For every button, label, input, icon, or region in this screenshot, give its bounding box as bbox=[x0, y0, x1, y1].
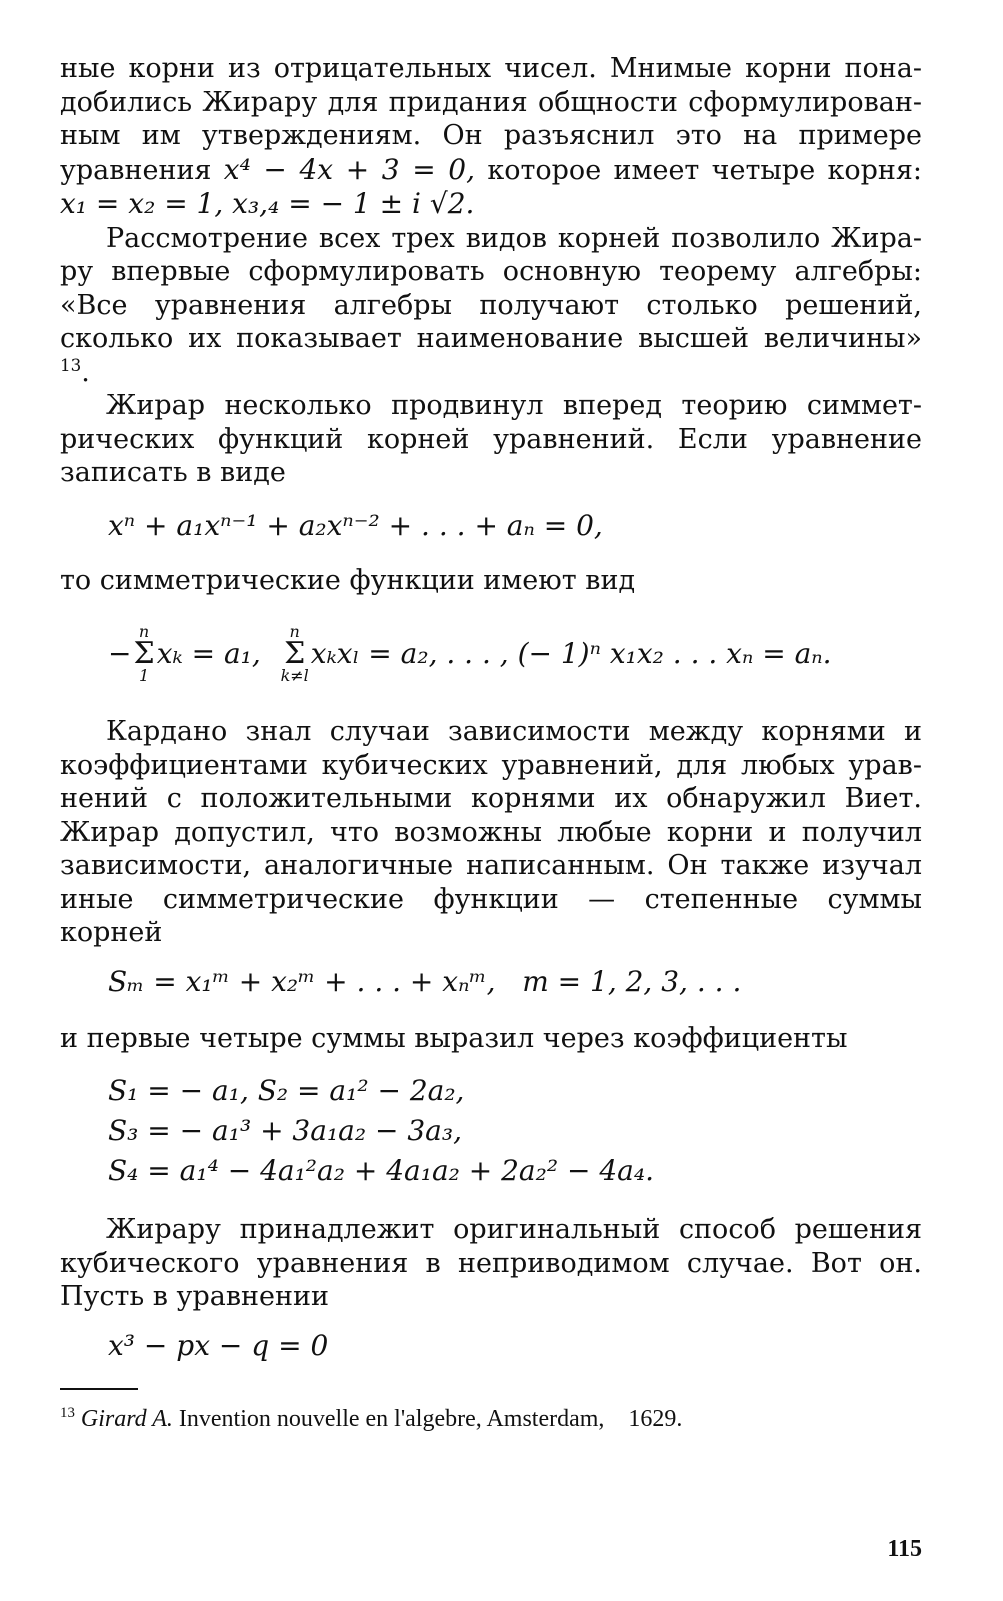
text-fragment: которое имеет четыре корня: bbox=[487, 154, 923, 186]
equation-symmetric-functions bbox=[60, 613, 922, 695]
equation-text: x³ − px − q = 0 bbox=[108, 1328, 329, 1362]
sigma-symbol: Σ bbox=[284, 636, 306, 671]
equation-line: S₄ = a₁⁴ − 4a₁²a₂ + 4a₁a₂ + 2a₂² − 4a₄. bbox=[108, 1154, 654, 1187]
text-line: Жирар допустил, что возможны любые корни и получил bbox=[60, 816, 922, 848]
text-line: Кардано знал случаи зависимости между корнями и bbox=[106, 716, 922, 747]
page-body bbox=[60, 52, 922, 1434]
text-fragment: уравнения bbox=[60, 154, 212, 186]
text-line: кубического уравнения в неприводимом случае. Вот он. bbox=[60, 1247, 922, 1279]
inline-equation: x₁ = x₂ = 1, x₃,₄ = − 1 ± i √2. bbox=[60, 187, 475, 220]
text-line: «Все уравнения алгебры получают столько решений, bbox=[60, 289, 922, 321]
sum-lower-limit: 1 bbox=[138, 666, 150, 685]
text-line: ные корни из отрицательных чисел. Мнимые корни пона- bbox=[60, 53, 922, 84]
sum-upper-limit: n bbox=[138, 622, 150, 641]
footnote-text: Invention nouvelle en l'algebre, Amsterdam, bbox=[178, 1405, 605, 1432]
sigma-symbol: Σ bbox=[133, 636, 155, 671]
equation-text: Sₘ = x₁ᵐ + x₂ᵐ + . . . + xₙᵐ, m = 1, 2, 3, . . . bbox=[108, 964, 742, 998]
equation-cubic bbox=[60, 1326, 922, 1366]
sigma-sum bbox=[281, 624, 309, 684]
equation-text: xₖxₗ = a₂, . . . , (− 1)ⁿ x₁x₂ . . . xₙ = aₙ. bbox=[310, 637, 832, 670]
text-line: записать в виде bbox=[60, 457, 286, 488]
text-line: иные симметрические функции — степенные суммы корней bbox=[60, 883, 922, 948]
text-line: Жирар несколько продвинул вперед теорию симмет- bbox=[106, 390, 922, 421]
text-line: добились Жирару для придания общности сформулирован- bbox=[60, 86, 922, 118]
text-line: сколько их показывает наименование высшей величины» $^{13}$. bbox=[60, 323, 922, 388]
footnote-year: 1629. bbox=[628, 1405, 683, 1432]
equation-power-sums bbox=[60, 962, 922, 1002]
equation-line: S₁ = − a₁, S₂ = a₁² − 2a₂, bbox=[108, 1074, 465, 1107]
text-line: ным им утверждениям. Он разъяснил это на примере bbox=[60, 120, 922, 151]
text-line: нений с положительными корнями их обнаружил Виет. bbox=[60, 783, 922, 814]
text-line: зависимости, аналогичные написанным. Он также изучал bbox=[60, 850, 922, 881]
equation-text: xₖ = a₁, bbox=[156, 637, 279, 670]
text-line: Пусть в уравнении bbox=[60, 1281, 329, 1312]
footnote bbox=[60, 1404, 922, 1434]
footnote-author: Girard A. bbox=[80, 1405, 173, 1432]
text-line bbox=[60, 187, 922, 222]
text-fragment: сколько их показывает наименование высшей величины» bbox=[60, 323, 922, 354]
page-number: 115 bbox=[887, 1536, 922, 1562]
text-line: Рассмотрение всех трех видов корней позволило Жира- bbox=[106, 222, 922, 254]
text-line: рических функций корней уравнений. Если уравнение bbox=[60, 423, 922, 455]
equation-sums-list bbox=[60, 1071, 922, 1191]
sum-lower-limit: k≠l bbox=[280, 666, 309, 685]
equation-polynomial bbox=[60, 506, 922, 546]
sigma-sum bbox=[133, 624, 154, 684]
text-line: ру впервые сформулировать основную теорему алгебры: bbox=[60, 256, 922, 287]
inline-equation: x⁴ − 4x + 3 = 0, bbox=[223, 152, 476, 186]
text-line: коэффициентами кубических уравнений, для любых урав- bbox=[60, 749, 922, 781]
sum-upper-limit: n bbox=[289, 622, 300, 641]
text-line: Жирару принадлежит оригинальный способ решения bbox=[106, 1214, 922, 1245]
footnote-divider bbox=[60, 1388, 138, 1390]
footnote-mark: 13 bbox=[60, 1404, 75, 1421]
equation-line: S₃ = − a₁³ + 3a₁a₂ − 3a₃, bbox=[108, 1114, 462, 1147]
footnote-ref: 13 bbox=[60, 354, 82, 375]
text-line: и первые четыре суммы выразил через коэффициенты bbox=[60, 1022, 848, 1054]
text-line: то симметрические функции имеют вид bbox=[60, 564, 636, 596]
equation-text: xⁿ + a₁xⁿ⁻¹ + a₂xⁿ⁻² + . . . + aₙ = 0, bbox=[108, 508, 603, 542]
text-line bbox=[60, 153, 922, 188]
equation-text: − bbox=[108, 637, 132, 670]
